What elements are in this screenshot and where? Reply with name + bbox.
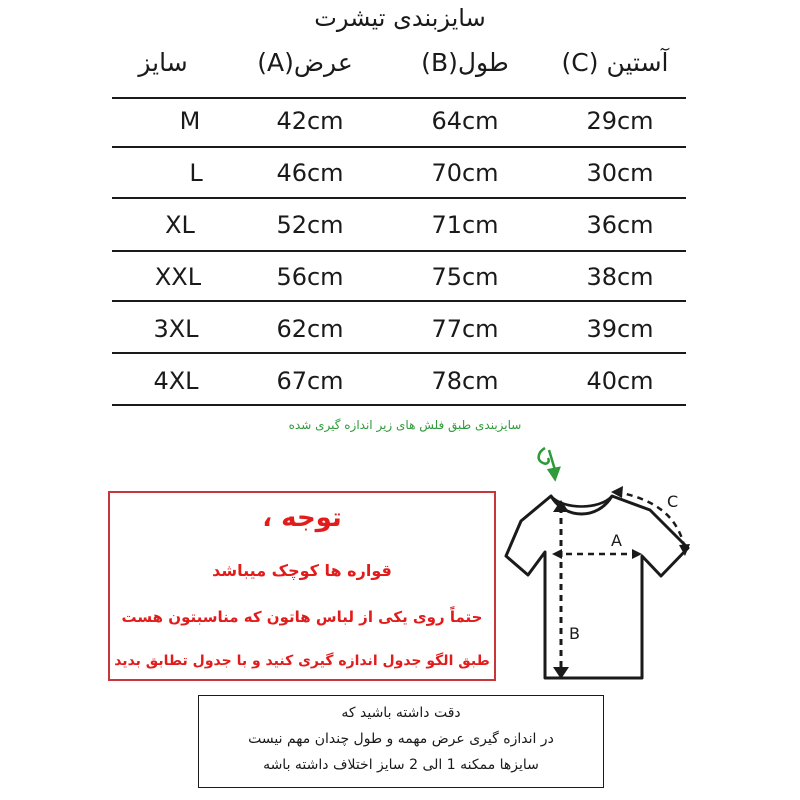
- cell-width: 67cm: [276, 367, 344, 395]
- cell-width: 46cm: [276, 159, 344, 187]
- header-length: طول(B): [421, 48, 509, 77]
- header-size: سایز: [138, 48, 188, 77]
- warning-title: توجه ،: [262, 503, 342, 533]
- cell-size: XXL: [154, 263, 202, 291]
- cell-sleeve: 36cm: [586, 211, 654, 239]
- cell-length: 75cm: [431, 263, 499, 291]
- cell-size: XL: [165, 211, 195, 239]
- warning-line-1: قواره ها کوچک میباشد: [212, 561, 392, 580]
- cell-length: 71cm: [431, 211, 499, 239]
- header-sleeve: آستین (C): [561, 48, 669, 77]
- warning-box: [108, 491, 496, 681]
- label-c: C: [667, 492, 679, 511]
- cell-length: 77cm: [431, 315, 499, 343]
- cell-width: 42cm: [276, 107, 344, 135]
- table-title: سایزبندی تیشرت: [314, 4, 486, 32]
- warning-line-3: طبق الگو جدول اندازه گیری کنید و با جدول تطابق بدید: [114, 653, 490, 669]
- cell-sleeve: 39cm: [586, 315, 654, 343]
- cell-size: 4XL: [153, 367, 199, 395]
- warning-line-2: حتماً روی یکی از لباس هاتون که مناسبتون هست: [121, 608, 483, 626]
- cell-width: 52cm: [276, 211, 344, 239]
- notice-line-3: سایزها ممکنه 1 الی 2 سایز اختلاف داشته باشه: [263, 757, 539, 773]
- cell-width: 56cm: [276, 263, 344, 291]
- cell-length: 78cm: [431, 367, 499, 395]
- green-arrow-icon: [539, 448, 559, 479]
- cell-size: M: [179, 107, 201, 135]
- cell-sleeve: 40cm: [586, 367, 654, 395]
- notice-line-2: در اندازه گیری عرض مهمه و طول چندان مهم نیست: [248, 731, 554, 747]
- cell-length: 70cm: [431, 159, 499, 187]
- tshirt-outline: [506, 496, 688, 678]
- cell-size: 3XL: [153, 315, 199, 343]
- cell-sleeve: 29cm: [586, 107, 654, 135]
- diagram-caption: سایزبندی طبق فلش های زیر اندازه گیری شده: [288, 418, 522, 432]
- cell-length: 64cm: [431, 107, 499, 135]
- header-width: عرض(A): [257, 48, 353, 77]
- cell-size: L: [189, 159, 203, 187]
- notice-box: [198, 695, 604, 788]
- cell-sleeve: 30cm: [586, 159, 654, 187]
- label-b: B: [569, 624, 580, 643]
- notice-line-1: دقت داشته باشید که: [341, 705, 461, 721]
- cell-width: 62cm: [276, 315, 344, 343]
- label-a: A: [611, 531, 622, 550]
- cell-sleeve: 38cm: [586, 263, 654, 291]
